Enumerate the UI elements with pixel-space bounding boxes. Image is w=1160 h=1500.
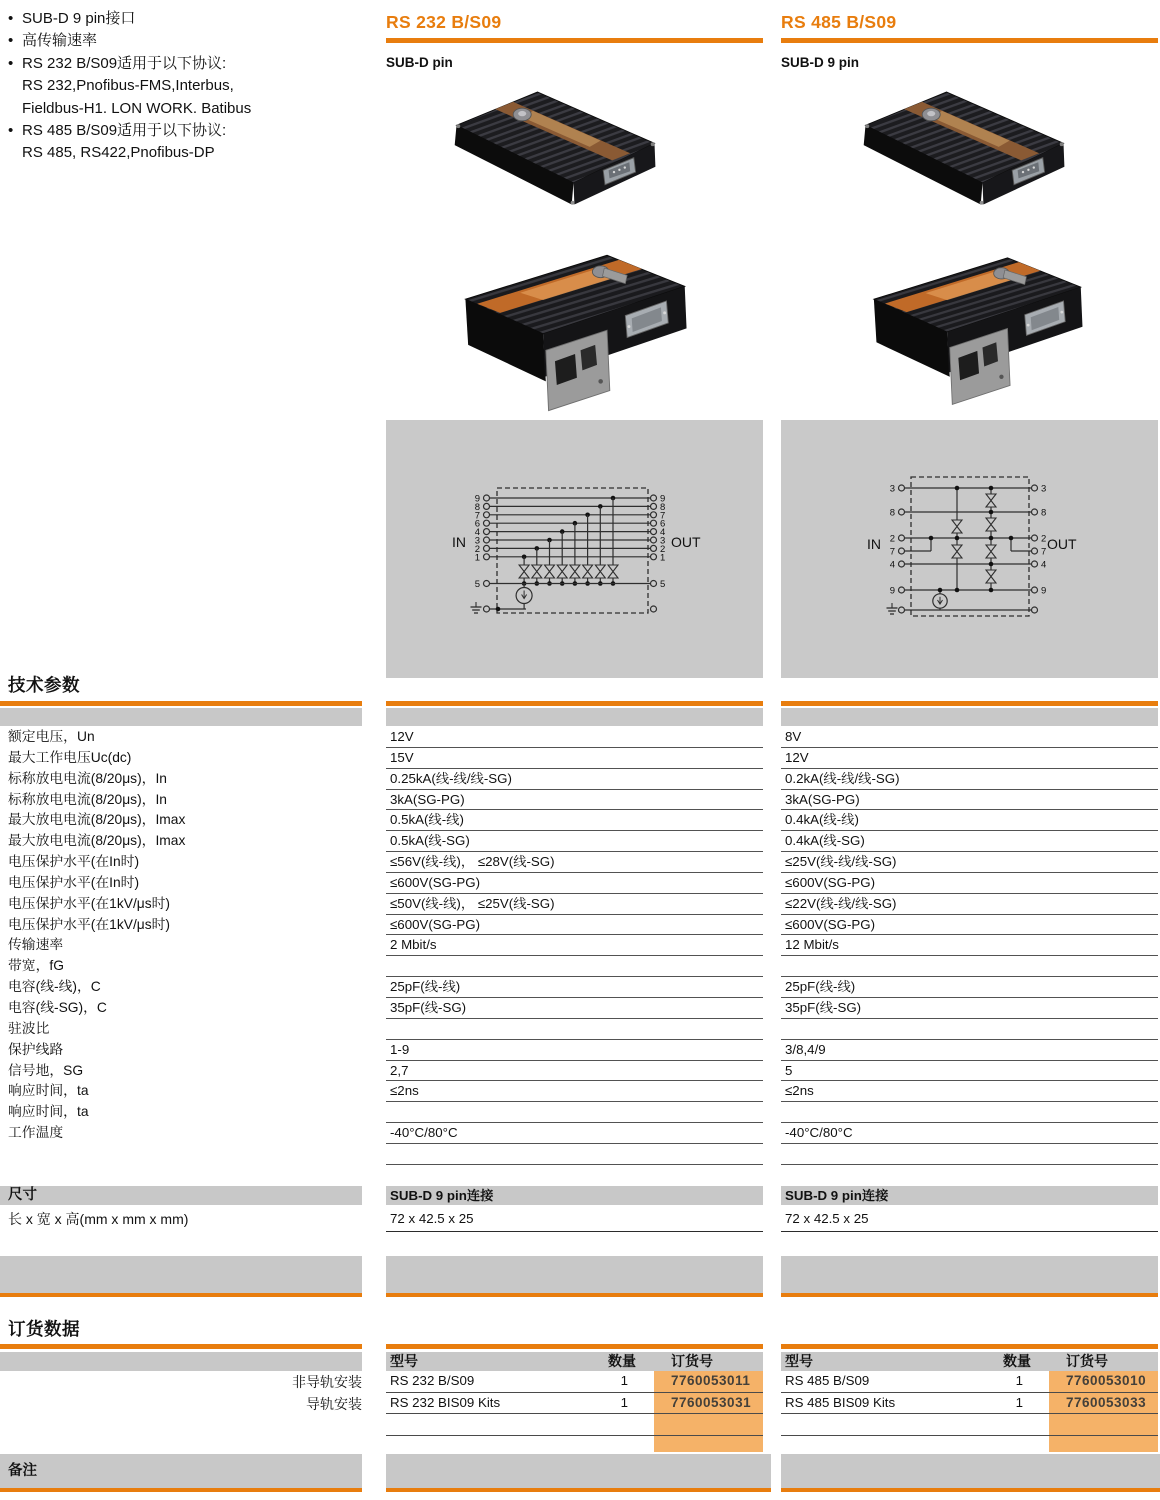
tech-value-cell: 5 xyxy=(781,1061,1158,1082)
svg-text:IN: IN xyxy=(452,534,466,550)
circuit-diagram-rs485 xyxy=(781,420,1158,678)
dim-value-rs485: 72 x 42.5 x 25 xyxy=(781,1208,1158,1232)
tech-value-cell xyxy=(781,1102,1158,1123)
tech-value-cell: ≤22V(线-线/线-SG) xyxy=(781,894,1158,915)
tech-value-cell: 0.5kA(线-SG) xyxy=(386,831,763,852)
svg-text:8: 8 xyxy=(660,501,666,513)
order-row xyxy=(781,1393,1158,1415)
tech-value-cell xyxy=(781,956,1158,977)
tech-value-cell: 3kA(SG-PG) xyxy=(781,790,1158,811)
order-band-left xyxy=(0,1352,362,1371)
tech-value-cell: 1-9 xyxy=(386,1040,763,1061)
feature-subline: Fieldbus-H1. LON WORK. Batibus xyxy=(22,99,252,117)
svg-text:2: 2 xyxy=(660,543,666,555)
tech-value-cell xyxy=(386,1102,763,1123)
svg-text:8: 8 xyxy=(889,507,895,519)
tech-row-label: 响应时间，ta xyxy=(8,1104,89,1120)
tech-row-label: 保护线路 xyxy=(8,1041,64,1057)
order-number: 7760053031 xyxy=(671,1394,752,1410)
svg-text:4: 4 xyxy=(474,527,480,539)
tech-label-column xyxy=(0,727,380,1165)
order-rows xyxy=(386,1371,763,1436)
svg-text:5: 5 xyxy=(474,579,480,590)
feature-text: RS 485 B/S09适用于以下协议: xyxy=(22,122,227,140)
tech-row-label: 工作温度 xyxy=(8,1125,64,1141)
svg-text:OUT: OUT xyxy=(671,534,701,550)
svg-text:2: 2 xyxy=(1041,533,1047,545)
order-row-label-1: 导轨安装 xyxy=(306,1395,362,1412)
tech-rule-right xyxy=(781,701,1158,706)
tech-value-cell: 25pF(线-线) xyxy=(781,977,1158,998)
tech-value-cell: 2,7 xyxy=(386,1061,763,1082)
svg-text:6: 6 xyxy=(474,518,480,530)
order-model: RS 232 BIS09 Kits xyxy=(390,1394,501,1410)
spacer-block-mid xyxy=(386,1256,763,1297)
svg-text:7: 7 xyxy=(889,546,895,558)
bullet-icon: • xyxy=(8,122,14,140)
product-title-rs232: RS 232 B/S09 xyxy=(386,12,502,32)
bullet-icon: • xyxy=(8,32,14,50)
svg-text:IN: IN xyxy=(867,536,881,552)
tech-row-label: 电压保护水平(在1kV/μs时) xyxy=(8,895,171,911)
feature-item xyxy=(8,53,378,75)
tech-value-cell: ≤2ns xyxy=(781,1081,1158,1102)
order-table-header xyxy=(386,1352,763,1371)
tech-value-cell: 25pF(线-线) xyxy=(386,977,763,998)
order-row xyxy=(386,1393,763,1415)
svg-text:3: 3 xyxy=(660,535,666,547)
order-header-number: 订货号 xyxy=(671,1353,713,1369)
tech-row-label: 信号地，SG xyxy=(8,1062,84,1078)
tech-value-cell: 15V xyxy=(386,748,763,769)
order-table-rs232 xyxy=(386,1344,763,1454)
tech-row-label: 电压保护水平(在In时) xyxy=(8,874,140,890)
tech-value-cell: ≤600V(SG-PG) xyxy=(386,915,763,936)
tech-value-cell: 35pF(线-SG) xyxy=(386,998,763,1019)
tech-row-label: 电压保护水平(在In时) xyxy=(8,854,140,870)
product-photo-rs232-top xyxy=(443,80,668,230)
svg-text:3: 3 xyxy=(889,483,895,495)
order-header-model: 型号 xyxy=(785,1353,813,1369)
dim-value-rs232: 72 x 42.5 x 25 xyxy=(386,1208,763,1232)
tech-value-cell: ≤600V(SG-PG) xyxy=(781,915,1158,936)
order-model: RS 232 B/S09 xyxy=(390,1373,475,1388)
tech-value-cell: 3kA(SG-PG) xyxy=(386,790,763,811)
tech-rule-left xyxy=(0,701,362,706)
svg-text:7: 7 xyxy=(660,510,666,522)
svg-text:4: 4 xyxy=(660,527,666,539)
order-header-model: 型号 xyxy=(390,1353,418,1369)
product-subtitle-rs232: SUB-D pin xyxy=(386,55,453,70)
order-table-rule xyxy=(781,1344,1158,1349)
bullet-icon: • xyxy=(8,54,14,72)
tech-value-cell: 35pF(线-SG) xyxy=(781,998,1158,1019)
order-qty: 1 xyxy=(620,1394,628,1410)
order-model: RS 485 BIS09 Kits xyxy=(785,1394,896,1410)
tech-row-label: 标称放电电流(8/20μs)，In xyxy=(8,770,167,786)
svg-text:2: 2 xyxy=(889,533,895,545)
tech-value-cell xyxy=(386,956,763,977)
svg-text:9: 9 xyxy=(660,493,666,505)
notes-heading-bar: 备注 xyxy=(0,1454,362,1492)
tech-value-cell xyxy=(386,1019,763,1040)
tech-value-cell: 0.5kA(线-线) xyxy=(386,810,763,831)
feature-item xyxy=(8,120,378,142)
title-rule-rs485 xyxy=(781,38,1158,43)
tech-band-left xyxy=(0,708,362,726)
tech-row-label: 电压保护水平(在1kV/μs时) xyxy=(8,916,171,932)
order-rows xyxy=(781,1371,1158,1436)
feature-subline: RS 485, RS422,Pnofibus-DP xyxy=(22,144,215,162)
svg-text:4: 4 xyxy=(889,559,895,571)
svg-text:1: 1 xyxy=(660,552,666,564)
tech-value-cell xyxy=(781,1019,1158,1040)
svg-text:7: 7 xyxy=(1041,546,1047,558)
tech-value-cell: 0.4kA(线-SG) xyxy=(781,831,1158,852)
tech-value-cell: ≤56V(线-线)， ≤28V(线-SG) xyxy=(386,852,763,873)
order-table-rule xyxy=(386,1344,763,1349)
product-photo-rs485-front xyxy=(848,238,1098,413)
tech-value-cell: 2 Mbit/s xyxy=(386,935,763,956)
order-qty: 1 xyxy=(1015,1373,1023,1388)
tech-value-cell xyxy=(386,1144,763,1165)
tech-row-label: 电容(线-线)，C xyxy=(8,979,101,995)
svg-text:1: 1 xyxy=(474,552,480,564)
svg-text:6: 6 xyxy=(660,518,666,530)
svg-text:2: 2 xyxy=(474,543,480,555)
svg-text:9: 9 xyxy=(889,585,895,597)
svg-text:9: 9 xyxy=(474,493,480,505)
product-photo-rs485-top xyxy=(852,80,1077,230)
svg-text:5: 5 xyxy=(660,579,666,590)
tech-value-cell: 12 Mbit/s xyxy=(781,935,1158,956)
tech-row-label: 传输速率 xyxy=(8,937,64,953)
bullet-icon: • xyxy=(8,10,14,27)
order-qty: 1 xyxy=(1015,1394,1023,1410)
tech-value-cell: 12V xyxy=(781,748,1158,769)
order-rule-left xyxy=(0,1344,362,1349)
order-row xyxy=(386,1371,763,1393)
order-number: 7760053011 xyxy=(671,1373,751,1388)
feature-text: RS 232 B/S09适用于以下协议: xyxy=(22,54,227,72)
feature-item xyxy=(8,30,378,52)
svg-text:4: 4 xyxy=(1041,559,1047,571)
tech-value-cell xyxy=(781,1144,1158,1165)
tech-row-label: 最大放电电流(8/20μs)，Imax xyxy=(8,812,186,828)
order-qty: 1 xyxy=(620,1373,628,1388)
feature-text: SUB-D 9 pin接口 xyxy=(22,10,136,27)
tech-value-cell: 0.2kA(线-线/线-SG) xyxy=(781,769,1158,790)
tech-row-label: 额定电压，Un xyxy=(8,729,95,744)
order-header-number: 订货号 xyxy=(1066,1353,1108,1369)
tech-band-mid xyxy=(386,708,763,726)
tech-values-rs232 xyxy=(386,727,763,1165)
tech-value-cell: ≤600V(SG-PG) xyxy=(386,873,763,894)
tech-heading: 技术参数 xyxy=(8,675,80,695)
feature-item xyxy=(8,8,378,30)
order-row-empty xyxy=(386,1414,763,1436)
svg-text:8: 8 xyxy=(474,501,480,513)
order-row-label-0: 非导轨安装 xyxy=(292,1374,362,1390)
svg-text:OUT: OUT xyxy=(1047,536,1077,552)
tech-row-label: 驻波比 xyxy=(8,1020,50,1036)
notes-bar-mid xyxy=(386,1454,771,1492)
tech-values-rs485 xyxy=(781,727,1158,1165)
tech-rule-mid xyxy=(386,701,763,706)
tech-value-cell: -40°C/80°C xyxy=(781,1123,1158,1144)
tech-row-label: 最大放电电流(8/20μs)，Imax xyxy=(8,833,186,849)
tech-value-cell: ≤2ns xyxy=(386,1081,763,1102)
order-table-rs485 xyxy=(781,1344,1158,1454)
tech-value-cell: 3/8,4/9 xyxy=(781,1040,1158,1061)
svg-text:7: 7 xyxy=(474,510,480,522)
title-rule-rs232 xyxy=(386,38,763,43)
dimensions-heading: 尺寸 xyxy=(0,1186,362,1205)
tech-row-label xyxy=(0,1144,380,1165)
order-number: 7760053033 xyxy=(1066,1394,1147,1410)
tech-value-cell: 12V xyxy=(386,727,763,748)
order-header-qty: 数量 xyxy=(1003,1353,1031,1369)
spacer-block-right xyxy=(781,1256,1158,1297)
tech-value-cell: 0.25kA(线-线/线-SG) xyxy=(386,769,763,790)
order-table-header xyxy=(781,1352,1158,1371)
circuit-diagram-rs232 xyxy=(386,420,763,678)
tech-value-cell: ≤25V(线-线/线-SG) xyxy=(781,852,1158,873)
tech-value-cell: 0.4kA(线-线) xyxy=(781,810,1158,831)
notes-bar-right xyxy=(781,1454,1160,1492)
tech-value-cell: 8V xyxy=(781,727,1158,748)
order-number: 7760053010 xyxy=(1066,1373,1147,1388)
feature-list xyxy=(8,8,378,165)
dim-col-header-rs232: SUB-D 9 pin连接 xyxy=(386,1186,763,1205)
order-header-qty: 数量 xyxy=(608,1353,636,1369)
tech-row-label: 电容(线-SG)，C xyxy=(8,999,107,1015)
svg-text:9: 9 xyxy=(1041,585,1047,597)
order-heading: 订货数据 xyxy=(8,1319,80,1339)
dim-col-header-rs485: SUB-D 9 pin连接 xyxy=(781,1186,1158,1205)
spacer-block-left xyxy=(0,1256,362,1297)
tech-band-right xyxy=(781,708,1158,726)
product-photo-rs232-front xyxy=(438,242,703,412)
order-model: RS 485 B/S09 xyxy=(785,1373,870,1388)
svg-text:8: 8 xyxy=(1041,507,1047,519)
svg-text:3: 3 xyxy=(474,535,480,547)
dimensions-row-label: 长 x 宽 x 高(mm x mm x mm) xyxy=(8,1211,189,1227)
feature-text: 高传输速率 xyxy=(22,32,98,50)
order-row xyxy=(781,1371,1158,1393)
product-subtitle-rs485: SUB-D 9 pin xyxy=(781,55,860,70)
feature-subline: RS 232,Pnofibus-FMS,Interbus, xyxy=(22,77,234,95)
tech-value-cell: ≤50V(线-线)， ≤25V(线-SG) xyxy=(386,894,763,915)
tech-row-label: 最大工作电压Uc(dc) xyxy=(8,749,132,765)
tech-row-label: 带宽，fG xyxy=(8,958,64,974)
order-row-empty xyxy=(781,1414,1158,1436)
tech-value-cell: -40°C/80°C xyxy=(386,1123,763,1144)
tech-value-cell: ≤600V(SG-PG) xyxy=(781,873,1158,894)
product-title-rs485: RS 485 B/S09 xyxy=(781,12,897,32)
tech-row-label: 标称放电电流(8/20μs)，In xyxy=(8,791,167,807)
svg-text:3: 3 xyxy=(1041,483,1047,495)
tech-row-label: 响应时间，ta xyxy=(8,1083,89,1099)
